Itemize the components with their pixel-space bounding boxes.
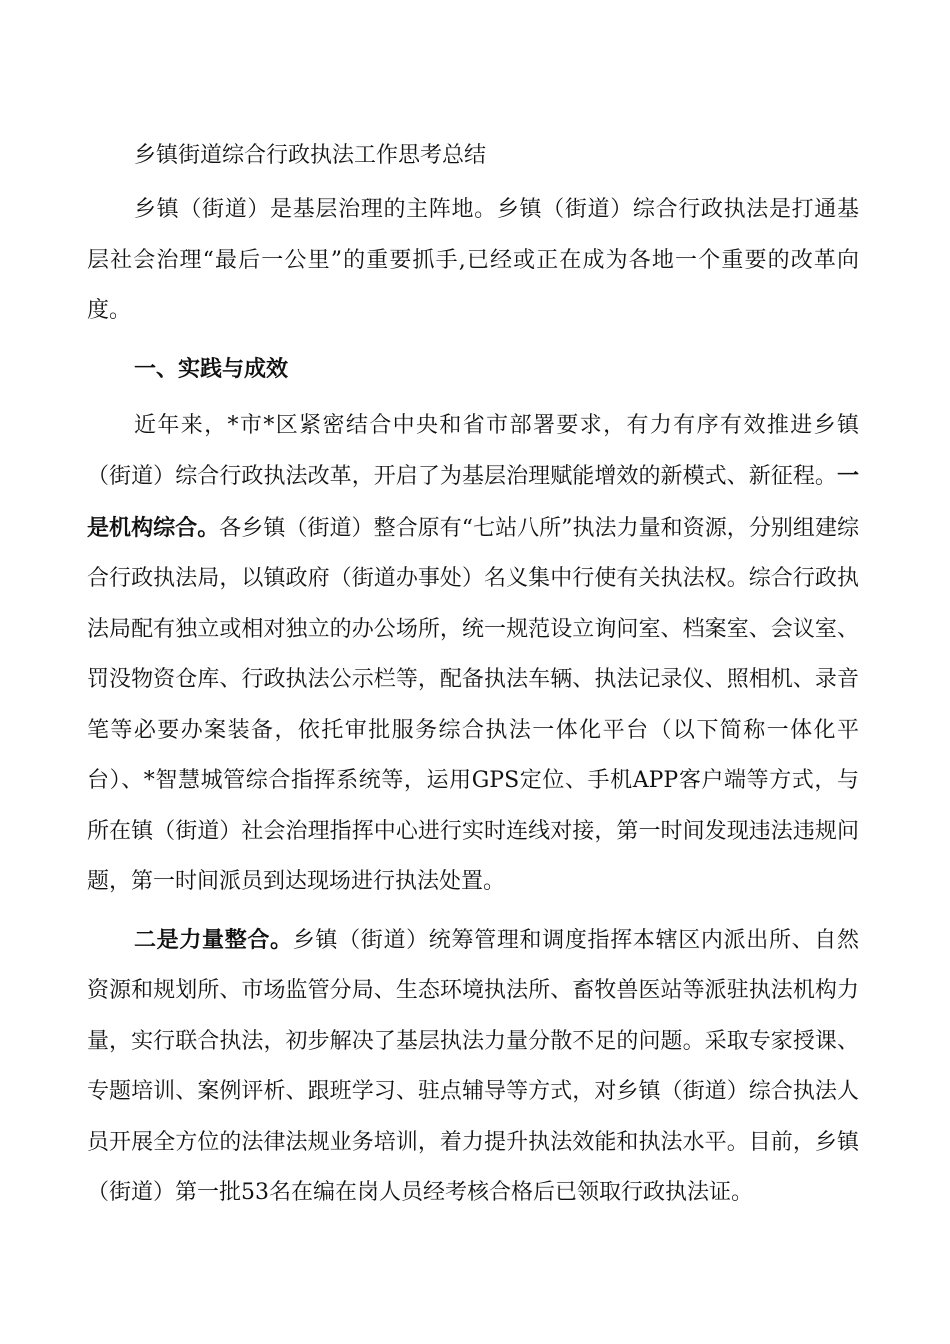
document-title: 乡镇街道综合行政执法工作思考总结 bbox=[134, 143, 487, 168]
section-intro-text: 近年来，*市*区紧密结合中央和省市部署要求，有力有序有效推进乡镇（街道）综合行政执法改革，开启了为基层治理赋能增效的新模式、新征程。 bbox=[87, 412, 859, 489]
point-paragraph-2 bbox=[87, 915, 859, 1219]
section-paragraph bbox=[87, 401, 859, 908]
spacer bbox=[87, 337, 859, 344]
intro-paragraph: 乡镇（街道）是基层治理的主阵地。乡镇（街道）综合行政执法是打通基层社会治理“最后一公里”的重要抓手,已经或正在成为各地一个重要的改革向度。 bbox=[87, 197, 859, 323]
spacer bbox=[87, 908, 859, 915]
section-heading: 一、实践与成效 bbox=[134, 355, 289, 382]
document-body bbox=[87, 137, 859, 1219]
point-text-1: 各乡镇（街道）整合原有“七站八所”执法力量和资源，分别组建综合行政执法局，以镇政府（街道办事处）名义集中行使有关执法权。综合行政执法局配有独立或相对独立的办公场所，统一规范设立询问室、档案室、会议室、罚没物资仓库、行政执法公示栏等，配备执法车辆、执法记录仪、照相机、录音笔等必要办案装备，依托审批服务综合执法一体化平台（以下简称一体化平台）、*智慧城管综合指挥系统等，运用GPS定位、手机APP客户端等方式，与所在镇（街道）社会治理指挥中心进行实时连线对接，第一时间发现违法违规问题，第一时间派员到达现场进行执法处置。 bbox=[87, 515, 859, 894]
spacer bbox=[87, 394, 859, 401]
point-lead-1: 一是机构综合。 bbox=[87, 463, 859, 541]
point-lead-2: 二是力量整合。 bbox=[134, 926, 293, 953]
point-text-2: 乡镇（街道）统筹管理和调度指挥本辖区内派出所、自然资源和规划所、市场监管分局、生态环境执法所、畜牧兽医站等派驻执法机构力量，实行联合执法，初步解决了基层执法力量分散不足的问题。采取专家授课、专题培训、案例评析、跟班学习、驻点辅导等方式，对乡镇（街道）综合执法人员开展全方位的法律法规业务培训，着力提升执法效能和执法水平。目前，乡镇（街道）第一批53名在编在岗人员经考核合格后已领取行政执法证。 bbox=[87, 927, 859, 1205]
